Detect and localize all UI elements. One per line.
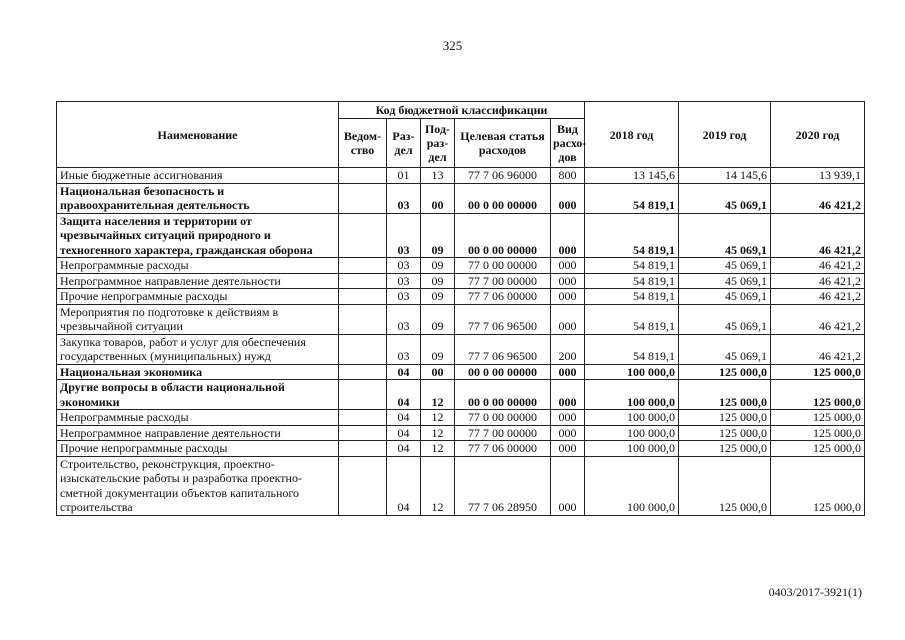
row-vedomstvo	[339, 334, 387, 364]
row-2018: 54 819,1	[585, 213, 679, 258]
row-podrazdel: 12	[421, 380, 455, 410]
header-code-group: Код бюджетной классификации	[339, 102, 585, 119]
header-razdel: Раз-дел	[387, 119, 421, 168]
row-vedomstvo	[339, 213, 387, 258]
row-razdel: 04	[387, 456, 421, 515]
row-2018: 100 000,0	[585, 441, 679, 457]
row-2019: 45 069,1	[679, 213, 771, 258]
row-2020: 125 000,0	[771, 456, 865, 515]
row-podrazdel: 09	[421, 304, 455, 334]
row-celevaya: 77 7 00 00000	[455, 425, 551, 441]
row-2019: 45 069,1	[679, 304, 771, 334]
row-vid: 000	[551, 289, 585, 305]
row-celevaya: 77 7 06 96000	[455, 168, 551, 184]
row-vid: 000	[551, 425, 585, 441]
row-podrazdel: 12	[421, 425, 455, 441]
table-body	[57, 168, 865, 516]
row-podrazdel: 09	[421, 334, 455, 364]
header-name: Наименование	[57, 102, 339, 168]
row-2018: 100 000,0	[585, 364, 679, 380]
row-2018: 100 000,0	[585, 380, 679, 410]
row-vedomstvo	[339, 258, 387, 274]
row-vid: 000	[551, 441, 585, 457]
table-row	[57, 304, 865, 334]
row-razdel: 03	[387, 304, 421, 334]
row-2019: 45 069,1	[679, 289, 771, 305]
row-2020: 125 000,0	[771, 380, 865, 410]
row-podrazdel: 12	[421, 410, 455, 426]
row-celevaya: 00 0 00 00000	[455, 380, 551, 410]
table-row	[57, 213, 865, 258]
row-2019: 125 000,0	[679, 380, 771, 410]
row-celevaya: 00 0 00 00000	[455, 213, 551, 258]
row-razdel: 03	[387, 334, 421, 364]
row-name: Национальная безопасность и правоохранительная деятельность	[57, 183, 339, 213]
row-vid: 000	[551, 380, 585, 410]
row-podrazdel: 09	[421, 273, 455, 289]
row-vedomstvo	[339, 456, 387, 515]
row-razdel: 03	[387, 258, 421, 274]
row-2018: 54 819,1	[585, 183, 679, 213]
row-celevaya: 77 7 00 00000	[455, 273, 551, 289]
document-code: 0403/2017-3921(1)	[768, 585, 862, 599]
row-2018: 54 819,1	[585, 304, 679, 334]
row-2020: 13 939,1	[771, 168, 865, 184]
table-row	[57, 273, 865, 289]
row-2019: 125 000,0	[679, 456, 771, 515]
row-vid: 000	[551, 304, 585, 334]
row-vedomstvo	[339, 273, 387, 289]
row-2020: 125 000,0	[771, 441, 865, 457]
row-2018: 54 819,1	[585, 258, 679, 274]
row-vid: 000	[551, 456, 585, 515]
row-razdel: 03	[387, 289, 421, 305]
table-row	[57, 380, 865, 410]
row-2020: 46 421,2	[771, 289, 865, 305]
row-vid: 800	[551, 168, 585, 184]
row-2020: 46 421,2	[771, 258, 865, 274]
row-2019: 45 069,1	[679, 183, 771, 213]
row-razdel: 01	[387, 168, 421, 184]
row-celevaya: 77 0 00 00000	[455, 410, 551, 426]
row-2019: 45 069,1	[679, 258, 771, 274]
row-podrazdel: 00	[421, 364, 455, 380]
row-name: Непрограммные расходы	[57, 410, 339, 426]
row-vedomstvo	[339, 380, 387, 410]
row-name: Прочие непрограммные расходы	[57, 289, 339, 305]
row-name: Национальная экономика	[57, 364, 339, 380]
row-2019: 125 000,0	[679, 441, 771, 457]
header-vid: Вид расхо-дов	[551, 119, 585, 168]
row-2019: 45 069,1	[679, 273, 771, 289]
row-podrazdel: 09	[421, 213, 455, 258]
row-2019: 125 000,0	[679, 425, 771, 441]
row-2018: 54 819,1	[585, 334, 679, 364]
row-2018: 54 819,1	[585, 273, 679, 289]
row-name: Прочие непрограммные расходы	[57, 441, 339, 457]
row-name: Защита населения и территории от чрезвычайных ситуаций природного и техногенного характера, гражданская оборона	[57, 213, 339, 258]
table-row	[57, 425, 865, 441]
table-row	[57, 441, 865, 457]
row-razdel: 04	[387, 410, 421, 426]
row-podrazdel: 12	[421, 456, 455, 515]
row-vid: 000	[551, 364, 585, 380]
row-vedomstvo	[339, 364, 387, 380]
row-2020: 46 421,2	[771, 183, 865, 213]
row-vedomstvo	[339, 304, 387, 334]
row-celevaya: 77 7 06 00000	[455, 441, 551, 457]
header-vedomstvo: Ведом-ство	[339, 119, 387, 168]
table-row	[57, 183, 865, 213]
row-2019: 125 000,0	[679, 410, 771, 426]
row-2020: 46 421,2	[771, 273, 865, 289]
row-vedomstvo	[339, 289, 387, 305]
header-2019: 2019 год	[679, 102, 771, 168]
table-row	[57, 456, 865, 515]
row-name: Закупка товаров, работ и услуг для обеспечения государственных (муниципальных) нужд	[57, 334, 339, 364]
row-podrazdel: 12	[421, 441, 455, 457]
row-vid: 000	[551, 183, 585, 213]
row-razdel: 03	[387, 273, 421, 289]
table-row	[57, 410, 865, 426]
row-name: Другие вопросы в области национальной экономики	[57, 380, 339, 410]
row-2019: 14 145,6	[679, 168, 771, 184]
header-podrazdel: Под-раз-дел	[421, 119, 455, 168]
row-vid: 000	[551, 410, 585, 426]
table-row	[57, 364, 865, 380]
row-name: Строительство, реконструкция, проектно-изыскательские работы и разработка проектно-сметной документации объектов капитального строительства	[57, 456, 339, 515]
row-vedomstvo	[339, 425, 387, 441]
row-2020: 46 421,2	[771, 304, 865, 334]
row-vid: 000	[551, 213, 585, 258]
row-name: Мероприятия по подготовке к действиям в чрезвычайной ситуации	[57, 304, 339, 334]
row-razdel: 04	[387, 364, 421, 380]
row-2020: 125 000,0	[771, 410, 865, 426]
row-vid: 000	[551, 258, 585, 274]
row-podrazdel: 09	[421, 289, 455, 305]
row-celevaya: 77 7 06 96500	[455, 304, 551, 334]
row-2018: 54 819,1	[585, 289, 679, 305]
row-2018: 100 000,0	[585, 425, 679, 441]
row-vedomstvo	[339, 183, 387, 213]
row-2018: 13 145,6	[585, 168, 679, 184]
row-podrazdel: 13	[421, 168, 455, 184]
row-celevaya: 00 0 00 00000	[455, 364, 551, 380]
page-number: 325	[442, 38, 463, 53]
row-name: Непрограммное направление деятельности	[57, 425, 339, 441]
row-name: Иные бюджетные ассигнования	[57, 168, 339, 184]
row-celevaya: 77 7 06 00000	[455, 289, 551, 305]
row-celevaya: 77 0 00 00000	[455, 258, 551, 274]
row-vedomstvo	[339, 441, 387, 457]
row-name: Непрограммное направление деятельности	[57, 273, 339, 289]
row-podrazdel: 09	[421, 258, 455, 274]
row-2020: 125 000,0	[771, 364, 865, 380]
row-razdel: 03	[387, 183, 421, 213]
row-2020: 46 421,2	[771, 334, 865, 364]
header-2018: 2018 год	[585, 102, 679, 168]
table-row	[57, 334, 865, 364]
row-vedomstvo	[339, 410, 387, 426]
row-celevaya: 77 7 06 28950	[455, 456, 551, 515]
row-razdel: 04	[387, 380, 421, 410]
row-razdel: 03	[387, 213, 421, 258]
table-row	[57, 168, 865, 184]
row-2019: 125 000,0	[679, 364, 771, 380]
row-razdel: 04	[387, 425, 421, 441]
row-name: Непрограммные расходы	[57, 258, 339, 274]
row-celevaya: 00 0 00 00000	[455, 183, 551, 213]
table-row	[57, 258, 865, 274]
row-razdel: 04	[387, 441, 421, 457]
header-celevaya: Целевая статья расходов	[455, 119, 551, 168]
row-vid: 200	[551, 334, 585, 364]
row-2019: 45 069,1	[679, 334, 771, 364]
row-2020: 46 421,2	[771, 213, 865, 258]
row-podrazdel: 00	[421, 183, 455, 213]
row-2018: 100 000,0	[585, 410, 679, 426]
row-2018: 100 000,0	[585, 456, 679, 515]
table-row	[57, 289, 865, 305]
row-vedomstvo	[339, 168, 387, 184]
header-2020: 2020 год	[771, 102, 865, 168]
row-vid: 000	[551, 273, 585, 289]
row-celevaya: 77 7 06 96500	[455, 334, 551, 364]
budget-table	[56, 101, 865, 516]
row-2020: 125 000,0	[771, 425, 865, 441]
